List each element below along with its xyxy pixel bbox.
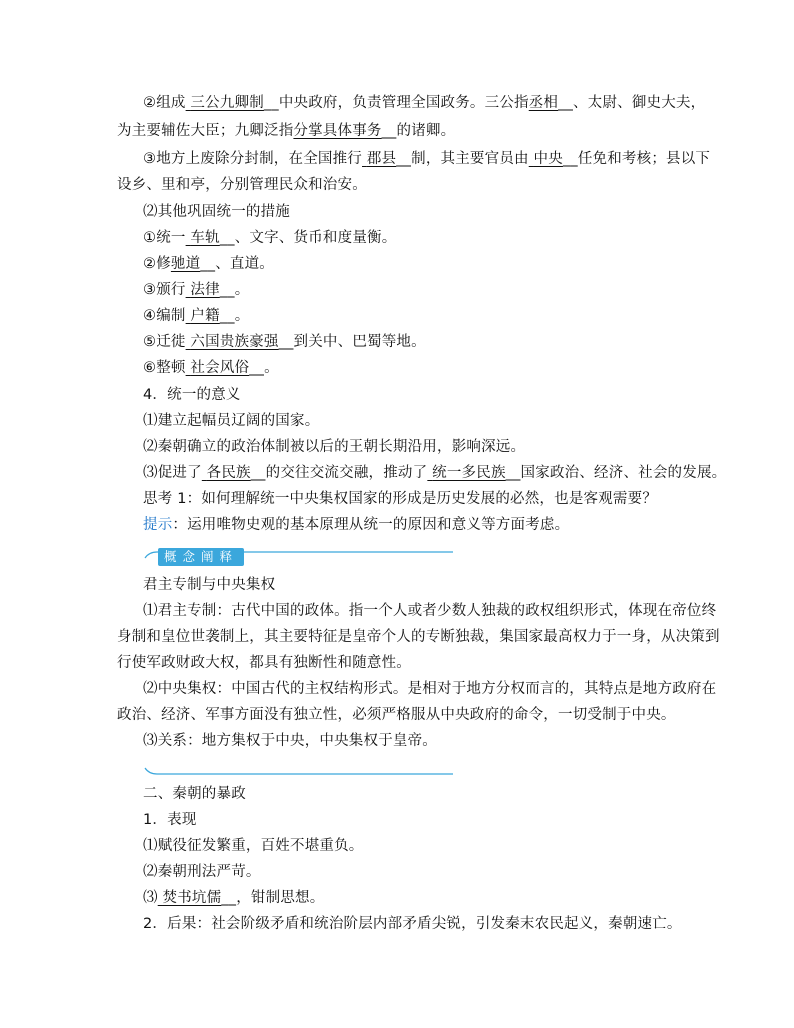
blank-answer: 户籍 — [190, 308, 220, 324]
blank-answer: 分掌具体事务 — [293, 123, 382, 139]
para-local-govt: ③地方上废除分封制，在全国推行 郡县__制，其主要官员由 中央__任免和考核；县以下 — [143, 151, 711, 167]
measures-heading: ⑵其他巩固统一的措施 — [143, 204, 290, 220]
concept-box-bottom-border — [143, 764, 455, 776]
concept-tag: 概念阐释 — [158, 548, 244, 566]
concept-paragraph: ⑶关系：地方集权于中央，中央集权于皇帝。 — [143, 733, 437, 749]
blank-answer: 三公九卿制 — [190, 95, 264, 111]
blank-answer: 统一多民族 — [432, 465, 506, 481]
significance-heading: 4．统一的意义 — [143, 387, 241, 403]
para-local-govt-cont: 设乡、里和亭，分别管理民众和治安。 — [117, 177, 367, 193]
list-item: ⑴赋役征发繁重，百姓不堪重负。 — [143, 838, 364, 854]
significance-item: ⑵秦朝确立的政治体制被以后的王朝长期沿用，影响深远。 — [143, 439, 526, 455]
blank-answer: 各民族 — [206, 465, 251, 481]
concept-paragraph: ⑴君主专制：古代中国的政体。指一个人或者少数人独裁的政权组织形式，体现在帝位终 — [143, 603, 717, 619]
blank-answer: 中央 — [533, 151, 563, 167]
hint-label: 提示 — [143, 517, 173, 533]
measure-item: ⑥整顿 社会风俗__。 — [143, 360, 279, 376]
significance-item: ⑴建立起幅员辽阔的国家。 — [143, 413, 320, 429]
section-heading: 二、秦朝的暴政 — [143, 786, 246, 802]
blank-answer: 六国贵族豪强 — [190, 334, 279, 350]
blank-answer: 社会风俗 — [190, 360, 250, 376]
think-question: 思考 1：如何理解统一中央集权国家的形成是历史发展的必然，也是客观需要？ — [143, 491, 658, 507]
list-item: ⑶ 焚书坑儒__，钳制思想。 — [143, 890, 325, 906]
measure-item: ①统一 车轨__、文字、货币和度量衡。 — [143, 230, 397, 246]
measure-item: ②修驰道__、直道。 — [143, 256, 275, 272]
concept-paragraph: 身制和皇位世袭制上，其主要特征是皇帝个人的专断独裁，集国家最高权力于一身，从决策到 — [117, 629, 720, 645]
consequence: 2．后果：社会阶级矛盾和统治阶层内部矛盾尖锐，引发秦末农民起义，秦朝速亡。 — [143, 916, 682, 932]
blank-answer: 丞相 — [528, 95, 559, 111]
concept-paragraph: ⑵中央集权：中国古代的主权结构形式。是相对于地方分权而言的，其特点是地方政府在 — [143, 681, 717, 697]
blank-answer: 焚书坑儒 — [162, 890, 222, 906]
hint: 提示：运用唯物史观的基本原理从统一的原因和意义等方面考虑。 — [143, 517, 570, 533]
blank-answer: 郡县 — [366, 151, 397, 167]
significance-item: ⑶促进了 各民族__的交往交流交融，推动了 统一多民族__国家政治、经济、社会的发展。 — [143, 465, 727, 481]
para-central-govt: ②组成 三公九卿制__中央政府，负责管理全国政务。三公指丞相__、太尉、御史大夫， — [143, 95, 706, 111]
concept-paragraph: 政治、经济、军事方面没有独立性，必须严格服从中央政府的命令，一切受制于中央。 — [117, 707, 676, 723]
list-item: ⑵秦朝刑法严苛。 — [143, 864, 261, 880]
concept-title: 君主专制与中央集权 — [143, 577, 276, 593]
blank-answer: 车轨 — [190, 230, 220, 246]
para-central-govt-cont: 为主要辅佐大臣；九卿泛指分掌具体事务__的诸卿。 — [117, 123, 456, 139]
concept-paragraph: 行使军政财政大权，都具有独断性和随意性。 — [117, 655, 411, 671]
measure-item: ⑤迁徙 六国贵族豪强__到关中、巴蜀等地。 — [143, 334, 426, 350]
blank-answer: 法律 — [190, 282, 220, 298]
measure-item: ③颁行 法律__。 — [143, 282, 250, 298]
blank-answer: 驰道 — [170, 256, 201, 272]
measure-item: ④编制 户籍__。 — [143, 308, 250, 324]
subheading: 1．表现 — [143, 812, 197, 828]
